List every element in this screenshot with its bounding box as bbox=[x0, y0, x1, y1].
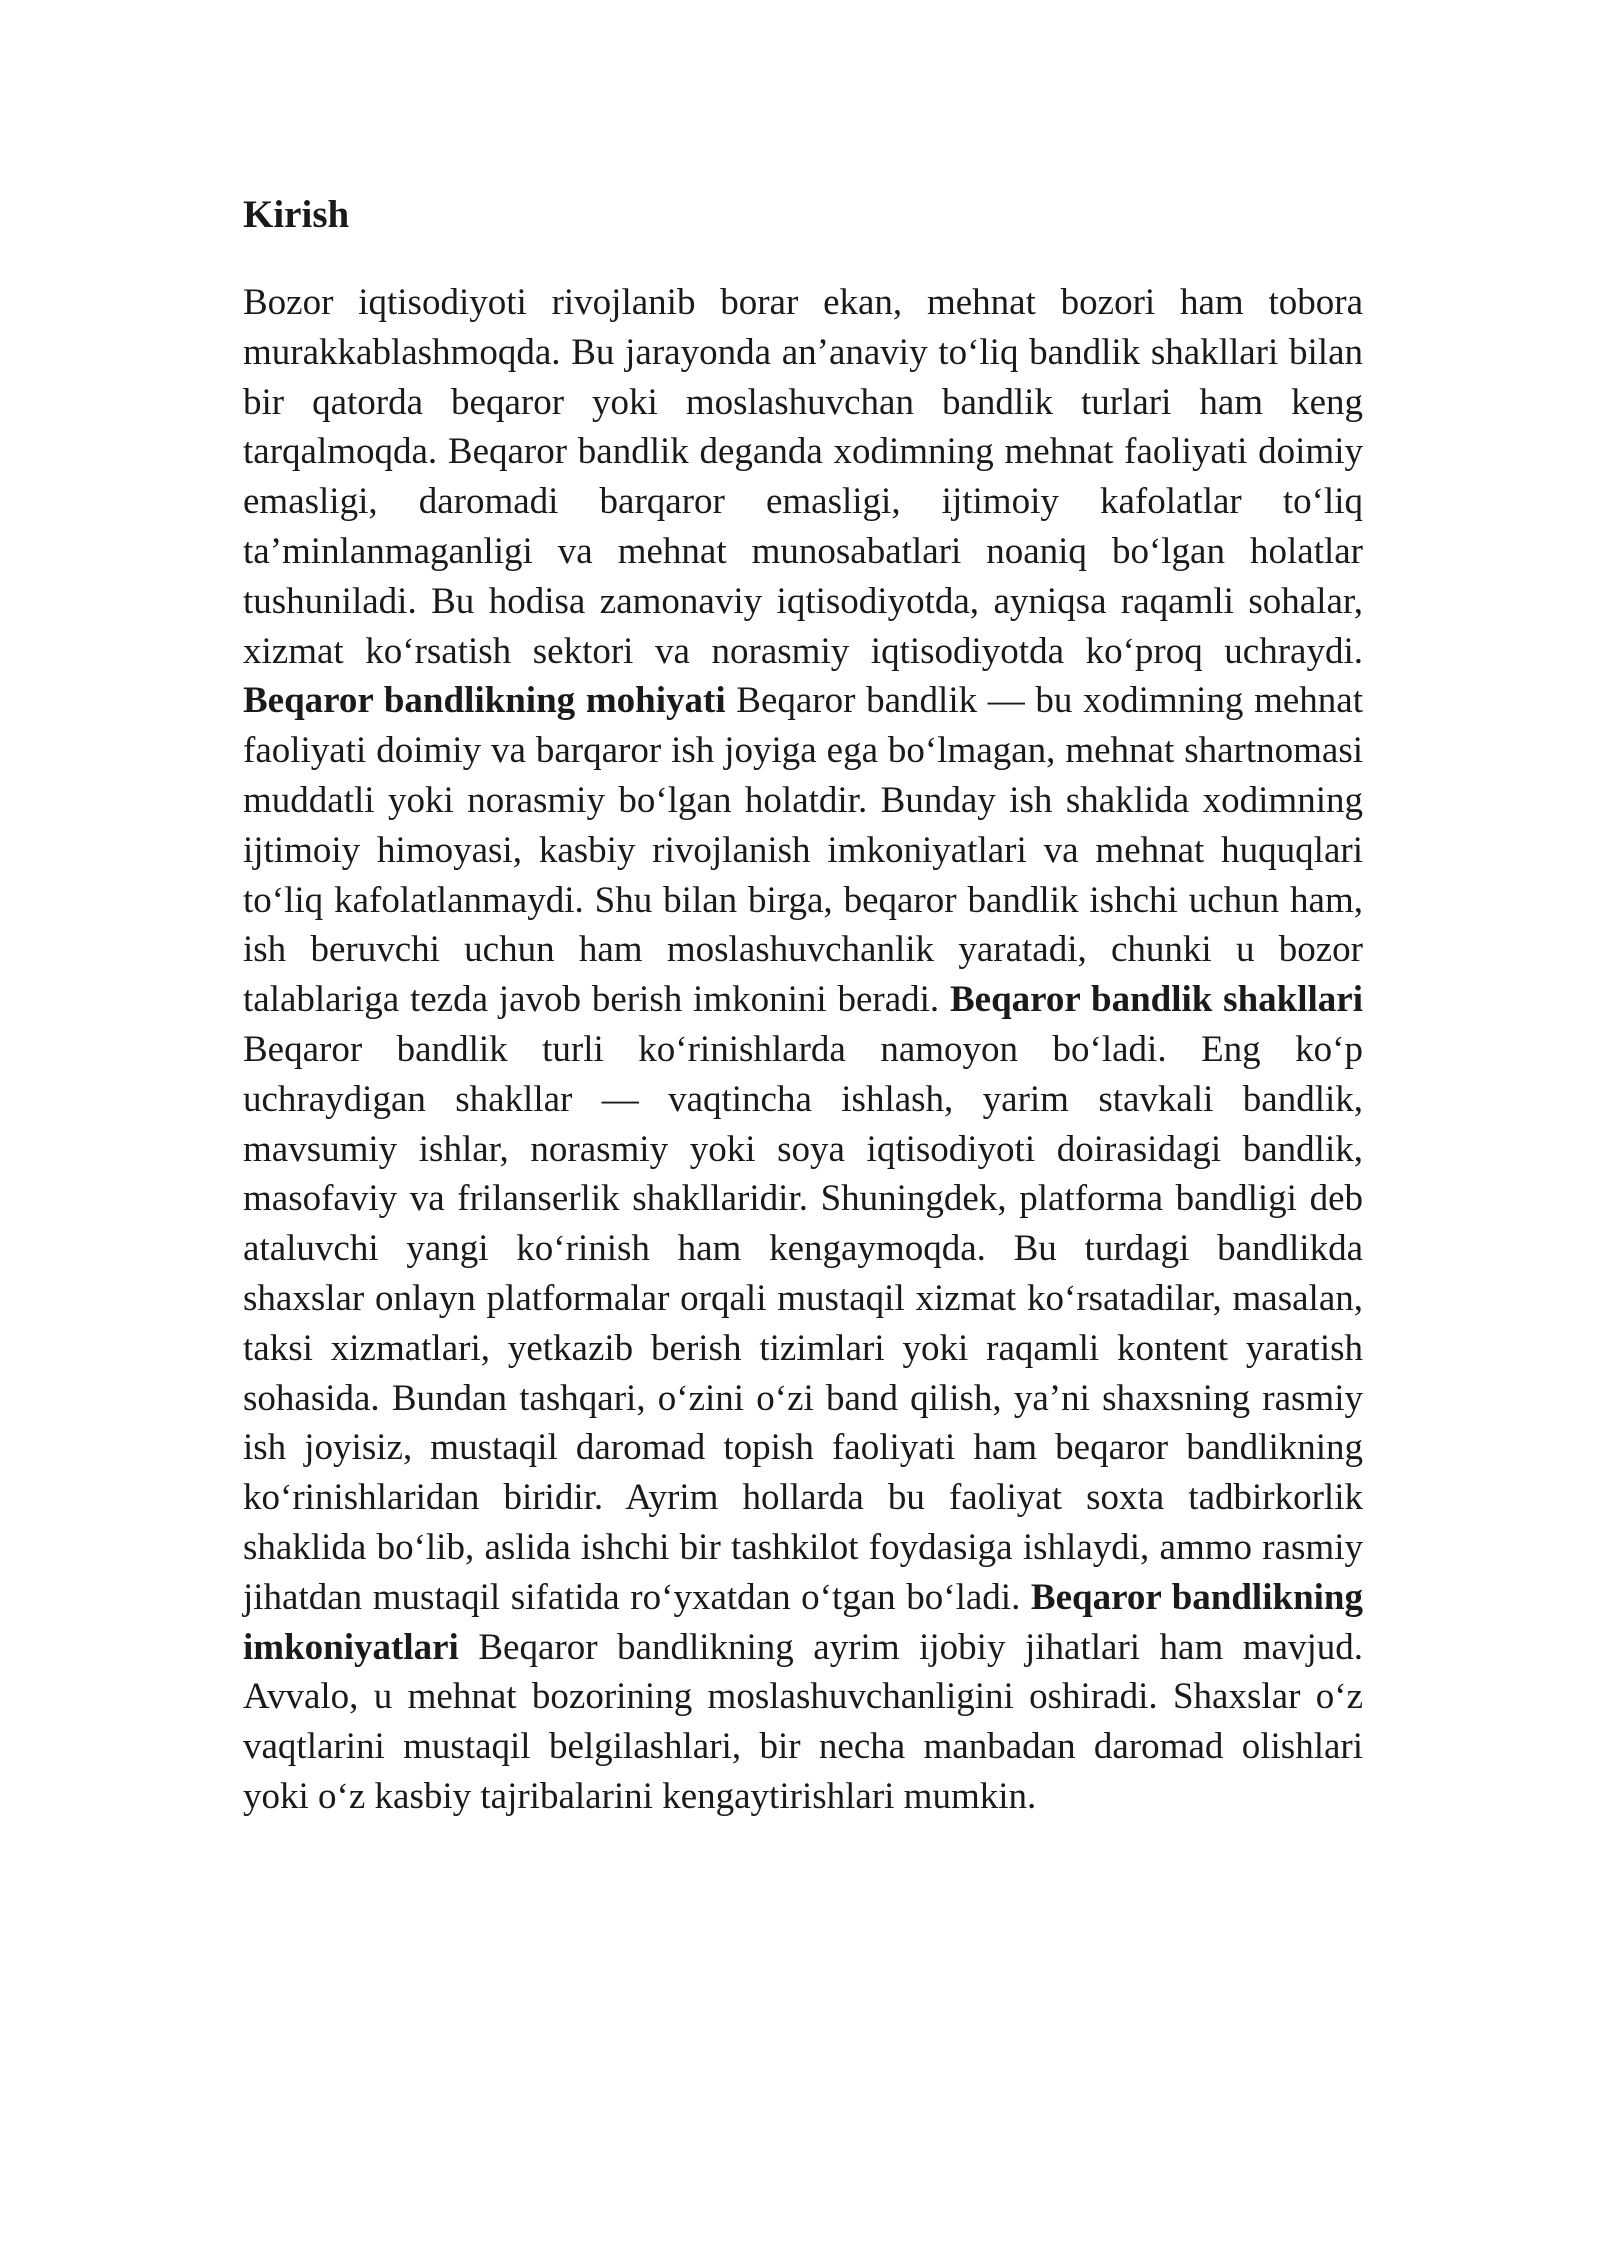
paragraph-imkoniyatlari: Beqaror bandlikning ayrim ijobiy jihatlari ham mavjud. Avvalo, u mehnat bozorining moslashuvchanligini oshiradi. Shaxslar o‘z vaqtlarini mustaqil belgilashlari, bir necha manbadan daromad olishlari yoki o‘z kasbiy tajribalarini kengaytirishlari mumkin. bbox=[243, 1626, 1363, 1817]
paragraph-mohiyati: Beqaror bandlik — bu xodimning mehnat faoliyati doimiy va barqaror ish joyiga ega bo‘lmagan, mehnat shartnomasi muddatli yoki norasmiy bo‘lgan holatdir. Bunday ish shaklida xodimning ijtimoiy himoyasi, kasbiy rivojlanish imkoniyatlari va mehnat huquqlari to‘liq kafolatlanmaydi. Shu bilan birga, beqaror bandlik ishchi uchun ham, ish beruvchi uchun ham moslashuvchanlik yaratadi, chunki u bozor talablariga tezda javob berish imkonini beradi. bbox=[243, 680, 1363, 1021]
document-title: Kirish bbox=[243, 193, 350, 236]
document-content bbox=[243, 190, 1363, 1822]
paragraph-shakllari: Beqaror bandlik turli ko‘rinishlarda namoyon bo‘ladi. Eng ko‘p uchraydigan shakllar — vaqtincha ishlash, yarim stavkali bandlik, mavsumiy ishlar, norasmiy yoki soya iqtisodiyoti doirasidagi bandlik, masofaviy va frilanserlik shakllaridir. Shuningdek, platforma bandligi deb ataluvchi yangi ko‘rinish ham kengaymoqda. Bu turdagi bandlikda shaxslar onlayn platformalar orqali mustaqil xizmat ko‘rsatadilar, masalan, taksi xizmatlari, yetkazib berish tizimlari yoki raqamli kontent yaratish sohasida. Bundan tashqari, o‘zini o‘zi band qilish, ya’ni shaxsning rasmiy ish joyisiz, mustaqil daromad topish faoliyati ham beqaror bandlikning ko‘rinishlaridan biridir. Ayrim hollarda bu faoliyat soxta tadbirkorlik shaklida bo‘lib, aslida ishchi bir tashkilot foydasiga ishlaydi, ammo rasmiy jihatdan mustaqil sifatida ro‘yxatdan o‘tgan bo‘ladi. bbox=[243, 1028, 1363, 1618]
section-heading-imkoniyatlari: Beqaror bandlikning imkoniyatlari bbox=[243, 1576, 1364, 1668]
document-body bbox=[243, 278, 1363, 1822]
paragraph-intro: Bozor iqtisodiyoti rivojlanib borar ekan, mehnat bozori ham tobora murakkablashmoqda. Bu jarayonda an’anaviy to‘liq bandlik shakllari bilan bir qatorda beqaror yoki moslashuvchan bandlik turlari ham keng tarqalmoqda. Beqaror bandlik deganda xodimning mehnat faoliyati doimiy emasligi, daromadi barqaror emasligi, ijtimoiy kafolatlar to‘liq ta’minlanmaganligi va mehnat munosabatlari noaniq bo‘lgan holatlar tushuniladi. Bu hodisa zamonaviy iqtisodiyotda, ayniqsa raqamli sohalar, xizmat ko‘rsatish sektori va norasmiy iqtisodiyotda ko‘proq uchraydi. bbox=[243, 282, 1363, 672]
section-heading-shakllari: Beqaror bandlik shakllari bbox=[950, 979, 1363, 1021]
section-heading-mohiyati: Beqaror bandlikning mohiyati bbox=[243, 680, 726, 722]
